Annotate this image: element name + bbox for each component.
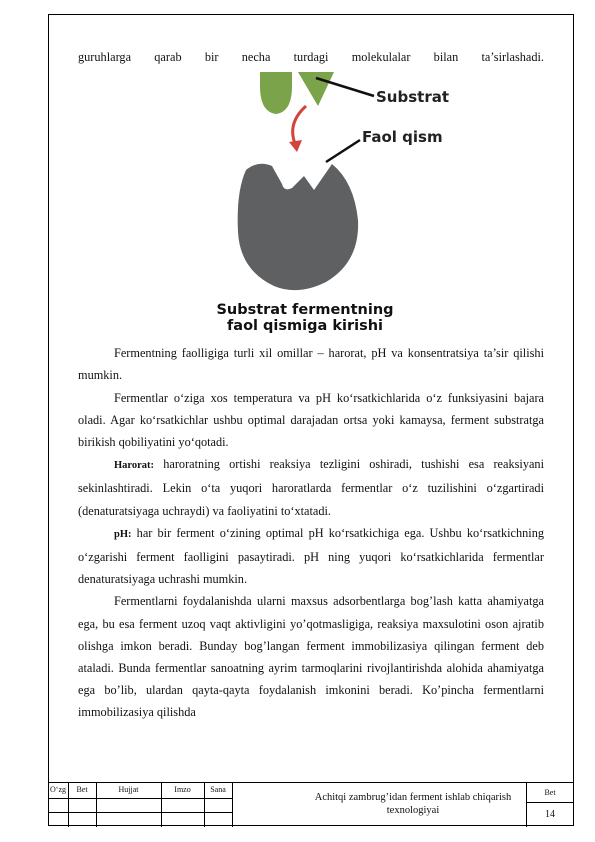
substrate-triangle [298,72,334,106]
figure-caption-line1: Substrat fermentning [216,302,394,319]
paragraph-ph [78,522,544,591]
col-bet: Bet [76,785,88,794]
paragraph-temperature [78,453,544,522]
paragraph-immobilization: Fermentlarni foydalanishda ularni maxsus adsorbentlarga bog’lash katta ahamiyatga ega, bu esa ferment uzoq vaqt aktivligini yo’qotmasligiga, reaksiya maxsulotini oson ajratib olishga imkon beradi. Bunday bog’langan ferment immobilizasiya qilingan ferment deb ataladi. Bunda fermentlar sanoatning ayrim tarmoqlarini rivojlantirishda alohida ahamiyatga ega bo’lib, ulardan qayta-qayta foydalanish imkonini beradi. Ko’pincha fermentlarni immobilizasiya qilishda [78,594,544,720]
ph-text: har bir ferment o‘zining optimal pH ko‘rsatkichiga ega. Ushbu ko‘rsatkichning o‘zgarishi ferment faolligini pasaytiradi. pH ning yuqori ko‘rsatkichlarida fermentlar denaturatsiyaga uchrashi mumkin. [78,525,544,587]
temperature-label: Harorat: [114,460,155,472]
faol-qism-label: Faol qism [362,128,443,147]
figure-caption-line2: faol qismiga kirishi [226,318,384,335]
page-number: 14 [545,809,555,820]
substrate-block [260,72,292,114]
title-block [48,782,574,827]
col-hujjat: Hujjat [118,785,139,794]
col-imzo: Imzo [174,785,191,794]
binding-arrow [293,106,306,146]
paragraph-continuation: guruhlarga qarab bir necha turdagi molekulalar bilan ta’sirlashadi. [78,50,544,64]
figure-illustration [78,72,544,340]
document-body [78,46,544,724]
page-label: Bet [544,788,556,797]
col-sana: Sana [210,785,226,794]
enzyme-body [238,164,358,290]
col-ozg: O‘zg [50,785,66,794]
temperature-text: haroratning ortishi reaksiya tezligini oshiradi, tushishi esa reaksiyani sekinlashtiradi. Lekin o‘ta yuqori haroratlarda fermentlar o‘z tuzilishini o‘zgartiradi (denaturatsiyaga uchraydi) va faoliyatini to‘xtatadi. [78,457,544,518]
faol-pointer-line [326,140,360,162]
document-title: Achitqi zambrug’idan ferment ishlab chiqarish texnologiyai [314,792,512,816]
arrow-head [289,140,302,152]
paragraph-factors: Fermentning faolligiga turli xil omillar – harorat, pH va konsentratsiya ta’sir qilishi mumkin. [78,346,544,383]
enzyme-substrate-figure [78,72,544,340]
paragraph-optimal: Fermentlar o‘ziga xos temperatura va pH ko‘rsatkichlarida o‘z funksiyasini bajara oladi. Agar ko‘rsatkichlar ushbu optimal darajadan ortsa yoki kamaysa, ferment substratga birikish qobiliyatini yo‘qotadi. [78,390,544,450]
ph-label: pH: [114,528,132,540]
substrat-label: Substrat [376,88,450,107]
